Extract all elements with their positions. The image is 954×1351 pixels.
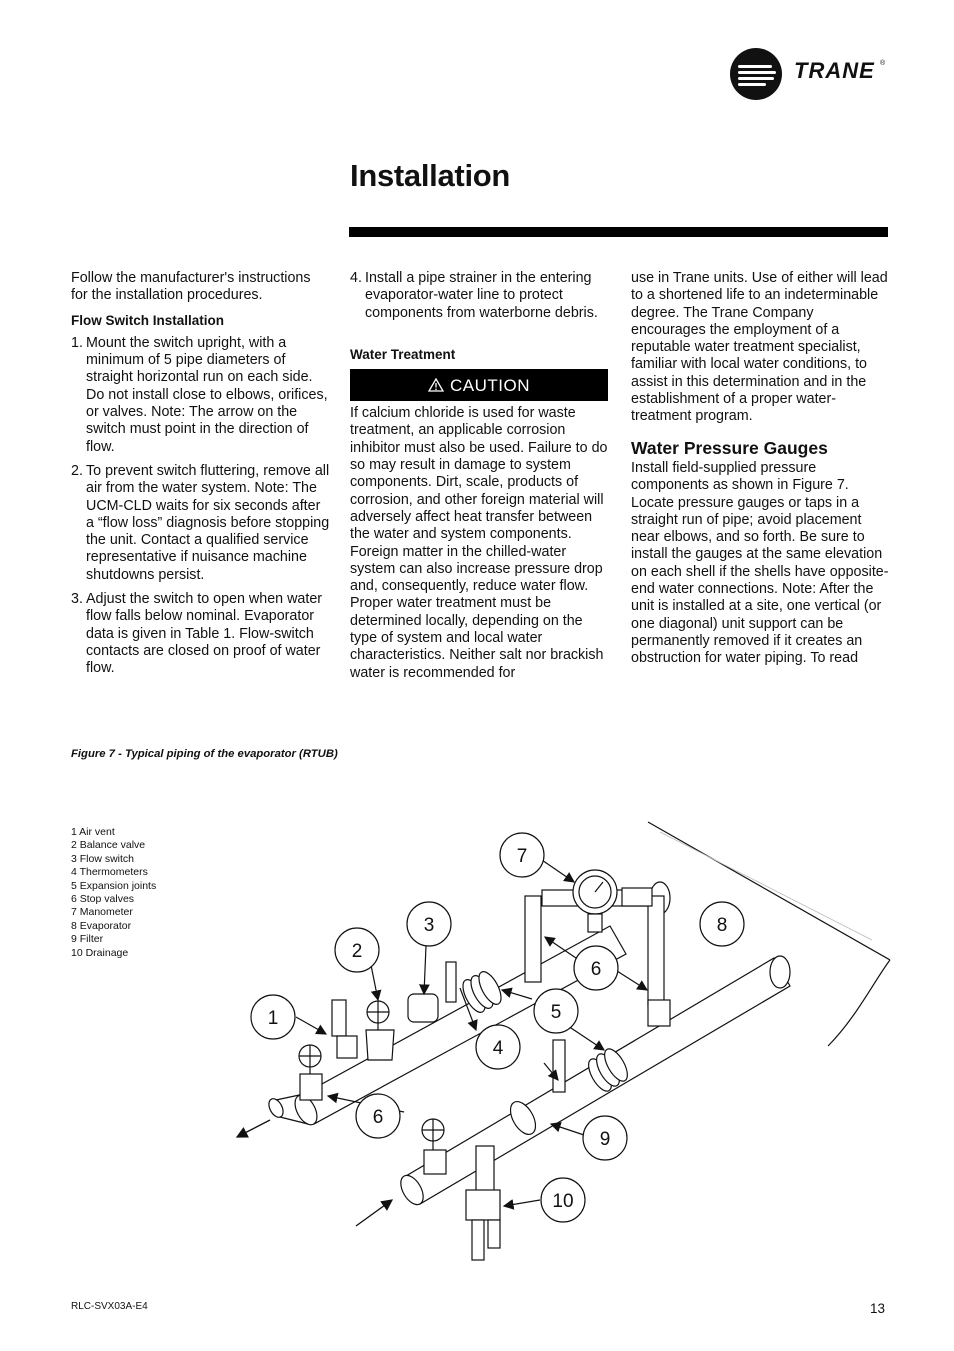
svg-text:9: 9 — [599, 1129, 611, 1150]
warning-triangle-icon — [428, 378, 444, 392]
svg-text:4: 4 — [492, 1038, 504, 1059]
svg-text:3: 3 — [423, 915, 435, 936]
registered-mark: ® — [880, 60, 886, 67]
callout-10 — [541, 1178, 585, 1222]
svg-text:6: 6 — [372, 1107, 384, 1128]
legend-item: 10 Drainage — [71, 946, 129, 959]
legend-item: 8 Evaporator — [71, 919, 132, 932]
callout-9 — [583, 1116, 627, 1160]
legend-item: 6 Stop valves — [71, 893, 135, 906]
callout-7 — [500, 833, 544, 877]
legend-item: 4 Thermometers — [71, 866, 148, 879]
callout-3 — [407, 902, 451, 946]
caution-text: If calcium chloride is used for waste treatment, an applicable corrosion inhibitor must also be used. Failure to do so may result in damage to system components. Dirt, scale, products of corrosion, and other foreign material will adversely affect heat transfer between the water and system components. Foreign matter in the chilled-water system can also increase pressure drop and, consequently, reduce water flow. Proper water treatment must be determined locally, depending on the type of system and local water characteristics. Neither salt nor brackish water is recommended for — [350, 405, 608, 681]
callout-6-lower — [356, 1094, 400, 1138]
legend-item: 9 Filter — [71, 933, 104, 946]
figure-caption: Figure 7 - Typical piping of the evaporator (RTUB) — [71, 748, 338, 760]
legend-item: 3 Flow switch — [71, 852, 135, 865]
step-4: 4. Install a pipe strainer in the entering evaporator-water line to protect components from waterborne debris. — [350, 270, 598, 321]
water-pressure-gauges-text: Install field-supplied pressure components as shown in Figure 7. Locate pressure gauges or taps in a straight run of pipe; avoid placement near elbows, and so forth. Be sure to install the gauges at the same elevation on each shell if the shells have opposite-end water connections. Note: After the unit is installed at a site, one vertical (or one diagonal) unit support can be permanently removed if it creates an obstruction for water piping. To read — [631, 459, 889, 667]
page-title: Installation — [350, 158, 511, 193]
svg-text:7: 7 — [516, 846, 528, 867]
trane-logo-text: TRANE — [794, 58, 875, 83]
flow-switch-steps — [71, 335, 331, 678]
svg-text:1: 1 — [267, 1008, 279, 1029]
legend-item: 7 Manometer — [71, 906, 133, 919]
step-2: 2. To prevent switch fluttering, remove all air from the water system. Note: The UCM-CLD waits for six seconds after a “flow loss” diagnosis before stopping the unit. Contact a qualified service representative if nuisance machine shutdowns persist. — [71, 462, 330, 583]
title-rule — [349, 227, 888, 237]
callout-1 — [251, 995, 295, 1039]
callout-6 — [574, 946, 618, 990]
legend-item: 5 Expansion joints — [71, 879, 157, 892]
trane-logo — [730, 48, 890, 100]
step-3: 3. Adjust the switch to open when water flow falls below nominal. Evaporator data is given in Table 1. Flow-switch contacts are closed on proof of water flow. — [71, 591, 323, 677]
callout-5 — [534, 989, 578, 1033]
document-code: RLC-SVX03A-E4 — [71, 1301, 148, 1312]
evaporator-piping-diagram — [0, 780, 954, 1280]
column-2 — [350, 270, 608, 682]
water-treatment-heading: Water Treatment — [350, 346, 456, 362]
page-number: 13 — [870, 1301, 886, 1316]
column-3 — [631, 270, 889, 668]
water-pressure-gauges-heading: Water Pressure Gauges — [631, 437, 828, 458]
legend-item: 1 Air vent — [71, 826, 115, 838]
legend-item: 2 Balance valve — [71, 839, 146, 852]
callout-4 — [476, 1025, 520, 1069]
callout-2 — [335, 928, 379, 972]
svg-text:2: 2 — [351, 941, 363, 962]
caution-label: CAUTION — [450, 375, 530, 395]
intro-text: Follow the manufacturer's instructions for the installation procedures. — [71, 270, 311, 304]
svg-text:10: 10 — [552, 1191, 574, 1212]
step-1: 1. Mount the switch upright, with a minimum of 5 pipe diameters of straight horizontal run on each side. Do not install close to elbows, orifices, or valves. Note: The arrow on the switch must point in the direction of flow. — [71, 334, 328, 455]
callout-8 — [700, 902, 744, 946]
svg-text:5: 5 — [550, 1002, 562, 1023]
svg-text:6: 6 — [590, 959, 602, 980]
svg-text:8: 8 — [716, 915, 728, 936]
column-1 — [71, 270, 331, 678]
strainer-step — [350, 270, 608, 322]
caution-banner — [350, 369, 608, 401]
trane-logo-circle — [730, 48, 782, 100]
water-treatment-continued: use in Trane units. Use of either will lead to a shortened life to an indeterminable degree. The Trane Company encourages the employment of a reputable water treatment specialist, familiar with local water conditions, to assist in this determination and in the establishment of a proper water-treatment program. — [631, 270, 888, 425]
flow-switch-heading: Flow Switch Installation — [71, 312, 225, 328]
